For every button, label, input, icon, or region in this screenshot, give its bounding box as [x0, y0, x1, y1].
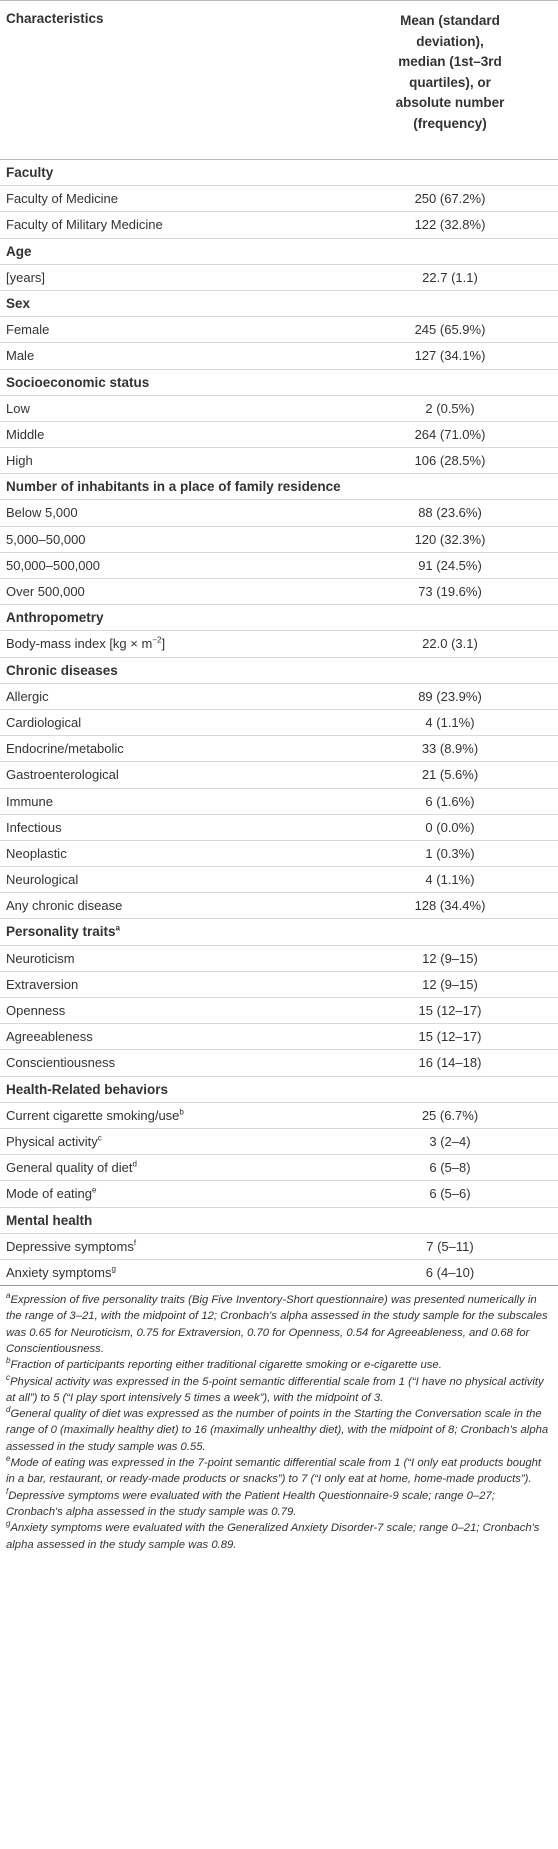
row-label: [6, 715, 81, 730]
label-text: Conscientiousness: [6, 1055, 116, 1071]
table-row: [0, 815, 558, 841]
footnote-text: Expression of five personality traits (Big Five Inventory-Short questionnaire) was presented numerically in the range of 3–21, with the midpoint of 12; Cronbach's alpha assessed in the study sample for the subscales was 0.65 for Neuroticism, 0.75 for Extraversion, 0.70 for Openness, 0.54 for Agreeableness, and 0.68 for Conscientiousness.: [6, 1294, 548, 1355]
row-label: [6, 1265, 116, 1280]
footnote-mark: e: [6, 1454, 11, 1464]
table-row: [0, 186, 558, 212]
row-label: [6, 1029, 93, 1044]
row-label: [6, 322, 49, 337]
footnote-mark: b: [6, 1356, 11, 1366]
row-value: 120 (32.3%): [414, 531, 486, 547]
row-label: [6, 270, 45, 285]
footnote-marker: f: [133, 1238, 137, 1248]
row-label: [6, 453, 33, 468]
section-label: [6, 244, 32, 259]
table-row: [0, 867, 558, 893]
row-label: [6, 348, 34, 363]
table-row: [0, 317, 558, 343]
section-label: [6, 924, 120, 939]
row-value: 15 (12–17): [418, 1003, 482, 1018]
footnote-marker: −2: [152, 636, 162, 646]
table-row: [0, 946, 558, 972]
row-label: [6, 846, 67, 861]
table-header: [0, 0, 558, 160]
footnote-marker: e: [92, 1185, 97, 1195]
row-value: 91 (24.5%): [418, 557, 482, 573]
table-row: [0, 893, 558, 919]
label-text: General quality of diet: [6, 1160, 133, 1176]
row-label: [6, 401, 30, 416]
row-value: 250 (67.2%): [414, 191, 486, 207]
section-header-row: [0, 160, 558, 186]
footnote-marker: c: [97, 1133, 102, 1143]
section-header-row: [0, 1208, 558, 1234]
row-value: 33 (8.9%): [421, 741, 479, 757]
label-text: Agreeableness: [6, 1029, 93, 1045]
table-body: [0, 160, 558, 1286]
label-text: Endocrine/metabolic: [6, 741, 124, 757]
table-row: [0, 1181, 558, 1207]
table-row: [0, 1129, 558, 1155]
label-text: Health-Related behaviors: [6, 1081, 169, 1097]
section-header-row: [0, 474, 558, 500]
table-row: [0, 684, 558, 710]
label-text: Immune: [6, 793, 53, 809]
row-label: [6, 584, 85, 599]
row-value: 0 (0.0%): [425, 819, 475, 835]
label-text: Anthropometry: [6, 610, 104, 626]
table-row: [0, 212, 558, 238]
row-label: [6, 1186, 96, 1201]
section-label: [6, 296, 30, 311]
footnote: [6, 1455, 552, 1488]
label-text: Cardiological: [6, 714, 82, 730]
label-text: Male: [6, 348, 35, 364]
section-header-row: [0, 605, 558, 631]
row-value: 245 (65.9%): [414, 322, 486, 338]
label-text: Below 5,000: [6, 505, 78, 521]
row-value: 22.7 (1.1): [422, 269, 478, 285]
label-text: Faculty of Military Medicine: [6, 217, 163, 233]
footnote: [6, 1488, 552, 1521]
section-label: [6, 663, 118, 678]
footnote: [6, 1520, 552, 1553]
section-label: [6, 1213, 92, 1228]
footnote-marker: g: [111, 1264, 116, 1274]
label-text: Neurological: [6, 872, 79, 888]
row-value: 88 (23.6%): [418, 505, 482, 521]
table-row: [0, 1050, 558, 1076]
row-value: 7 (5–11): [426, 1238, 474, 1254]
row-label: [6, 689, 49, 704]
row-label: [6, 767, 119, 782]
row-value: 16 (14–18): [418, 1055, 482, 1071]
label-text: Age: [6, 243, 32, 259]
row-label: [6, 872, 78, 887]
label-text: Anxiety symptoms: [6, 1264, 112, 1280]
label-text: High: [6, 453, 33, 469]
section-header-row: [0, 658, 558, 684]
label-text: Middle: [6, 426, 45, 442]
row-value: 264 (71.0%): [414, 426, 486, 442]
row-value: 89 (23.9%): [418, 688, 482, 704]
label-text: [years]: [6, 269, 46, 285]
footnote: [6, 1292, 552, 1357]
label-text: Neoplastic: [6, 845, 67, 861]
table-row: [0, 998, 558, 1024]
label-text: Socioeconomic status: [6, 374, 150, 390]
label-text: Faculty: [6, 165, 54, 180]
table-row: [0, 343, 558, 369]
label-text: 50,000–500,000: [6, 557, 100, 573]
row-label: [6, 951, 75, 966]
row-value: 2 (0.5%): [425, 400, 475, 416]
table-row: [0, 1260, 558, 1286]
label-text: Sex: [6, 295, 31, 311]
label-text: Physical activity: [6, 1133, 98, 1149]
row-value: 6 (5–8): [429, 1160, 471, 1176]
row-label: [6, 898, 122, 913]
footnote-text: Physical activity was expressed in the 5-point semantic differential scale from 1 (“I have no physical activity at all”) to 5 (“I play sport intensively 5 times a week”), with the midpoint of 3.: [6, 1375, 544, 1404]
table-row: [0, 265, 558, 291]
footnote-text: Fraction of participants reporting either traditional cigarette smoking or e-cigarette use.: [10, 1359, 442, 1372]
label-text: Openness: [6, 1003, 66, 1018]
row-label: [6, 427, 44, 442]
row-label: [6, 558, 100, 573]
section-header-row: [0, 370, 558, 396]
section-header-row: [0, 239, 558, 265]
header-statistics: Mean (standard deviation), median (1st–3rd quartiles), or absolute number (frequency): [395, 13, 505, 131]
row-label: [6, 636, 165, 651]
row-value: 1 (0.3%): [425, 845, 475, 861]
label-text: Number of inhabitants in a place of family residence: [6, 479, 341, 495]
row-value: 106 (28.5%): [414, 453, 486, 469]
row-value: 6 (4–10): [425, 1264, 475, 1280]
label-text: Any chronic disease: [6, 898, 123, 914]
row-value: 15 (12–17): [418, 1029, 482, 1045]
footnote-mark: g: [6, 1519, 11, 1529]
table-row: [0, 972, 558, 998]
label-text: Infectious: [6, 819, 62, 835]
label-text: Body-mass index [kg × m: [6, 636, 153, 652]
footnote-mark: c: [6, 1372, 10, 1382]
table-row: [0, 527, 558, 553]
table-row: [0, 396, 558, 422]
row-value: 21 (5.6%): [421, 767, 479, 783]
row-value: 122 (32.8%): [414, 217, 486, 233]
footnote-text: Anxiety symptoms were evaluated with the Generalized Anxiety Disorder-7 scale; range 0–21; Cronbach's alpha assessed in the study sample was 0.89.: [6, 1522, 540, 1551]
row-label: [6, 191, 118, 206]
table-row: [0, 500, 558, 526]
footnote-mark: f: [6, 1486, 9, 1496]
section-label: [6, 375, 149, 390]
table-row: [0, 422, 558, 448]
section-header-row: [0, 919, 558, 945]
row-label: [6, 977, 78, 992]
row-value: 25 (6.7%): [421, 1107, 479, 1123]
label-text: Female: [6, 322, 50, 338]
row-label: [6, 1239, 136, 1254]
section-label: [6, 479, 341, 494]
row-value: 4 (1.1%): [425, 872, 475, 888]
section-header-row: [0, 291, 558, 317]
table-row: [0, 710, 558, 736]
row-label: [6, 532, 86, 547]
section-label: [6, 165, 53, 180]
label-text: Neuroticism: [6, 950, 75, 966]
row-label: [6, 1003, 65, 1018]
label-text: Extraversion: [6, 976, 79, 992]
label-text: Personality traits: [6, 924, 116, 940]
label-text: Chronic diseases: [6, 662, 118, 678]
row-label: [6, 505, 78, 520]
label-text: Allergic: [6, 688, 49, 704]
footnote-text: Mode of eating was expressed in the 7-point semantic differential scale from 1 (“I only eat products bought in a bar, restaurant, or ready-made products or snacks”) to 7 (“I only eat at home, home-made products”).: [6, 1457, 542, 1486]
row-value: 4 (1.1%): [425, 714, 475, 730]
row-value: 12 (9–15): [422, 976, 478, 992]
section-label: [6, 610, 104, 625]
footnote-marker: a: [115, 923, 120, 933]
row-value: 73 (19.6%): [418, 584, 482, 599]
footnote-text: Depressive symptoms were evaluated with the Patient Health Questionnaire-9 scale; range 0–27; Cronbach's alpha assessed in the study sample was 0.79.: [6, 1489, 495, 1518]
footnote-text: General quality of diet was expressed as the number of points in the Starting the Conversation scale in the range of 0 (maximally healthy diet) to 16 (maximally unhealthy diet), with the midpoint of 8; Cronbach's alpha assessed in the study sample was 0.55.: [6, 1408, 549, 1453]
row-value: 6 (5–6): [429, 1186, 471, 1202]
footnote: [6, 1406, 552, 1455]
row-value: 6 (1.6%): [425, 793, 475, 809]
table-row: [0, 789, 558, 815]
table-row: [0, 631, 558, 657]
label-suffix: ]: [161, 636, 166, 652]
row-label: [6, 1108, 184, 1123]
label-text: 5,000–50,000: [6, 531, 86, 547]
label-text: Current cigarette smoking/use: [6, 1107, 180, 1123]
section-label: [6, 1082, 168, 1097]
table-row: [0, 1234, 558, 1260]
label-text: Gastroenterological: [6, 767, 119, 783]
label-text: Mental health: [6, 1212, 93, 1228]
table-row: [0, 448, 558, 474]
table-row: [0, 553, 558, 579]
row-value: 127 (34.1%): [414, 348, 486, 364]
table-row: [0, 579, 558, 605]
row-label: [6, 217, 163, 232]
table-footnotes: [0, 1286, 558, 1553]
row-label: [6, 741, 124, 756]
label-text: Depressive symptoms: [6, 1238, 134, 1254]
section-header-row: [0, 1077, 558, 1103]
row-value: 12 (9–15): [422, 950, 478, 966]
table-row: [0, 841, 558, 867]
header-characteristics: Characteristics: [6, 11, 104, 26]
row-value: 22.0 (3.1): [422, 636, 478, 652]
table-row: [0, 1024, 558, 1050]
label-text: Over 500,000: [6, 584, 85, 599]
footnote-marker: d: [132, 1159, 137, 1169]
table-row: [0, 762, 558, 788]
row-label: [6, 1134, 102, 1149]
label-text: Faculty of Medicine: [6, 191, 118, 207]
footnote-mark: a: [6, 1291, 11, 1301]
table-row: [0, 1103, 558, 1129]
row-value: 3 (2–4): [429, 1133, 471, 1149]
label-text: Low: [6, 400, 30, 416]
row-value: 128 (34.4%): [414, 898, 486, 914]
footnote: [6, 1357, 552, 1373]
footnote-mark: d: [6, 1405, 11, 1415]
row-label: [6, 820, 62, 835]
footnote: [6, 1374, 552, 1407]
row-label: [6, 794, 53, 809]
footnote-marker: b: [179, 1107, 184, 1117]
table-row: [0, 1155, 558, 1181]
label-text: Mode of eating: [6, 1186, 93, 1202]
row-label: [6, 1055, 115, 1070]
row-label: [6, 1160, 137, 1175]
table-row: [0, 736, 558, 762]
